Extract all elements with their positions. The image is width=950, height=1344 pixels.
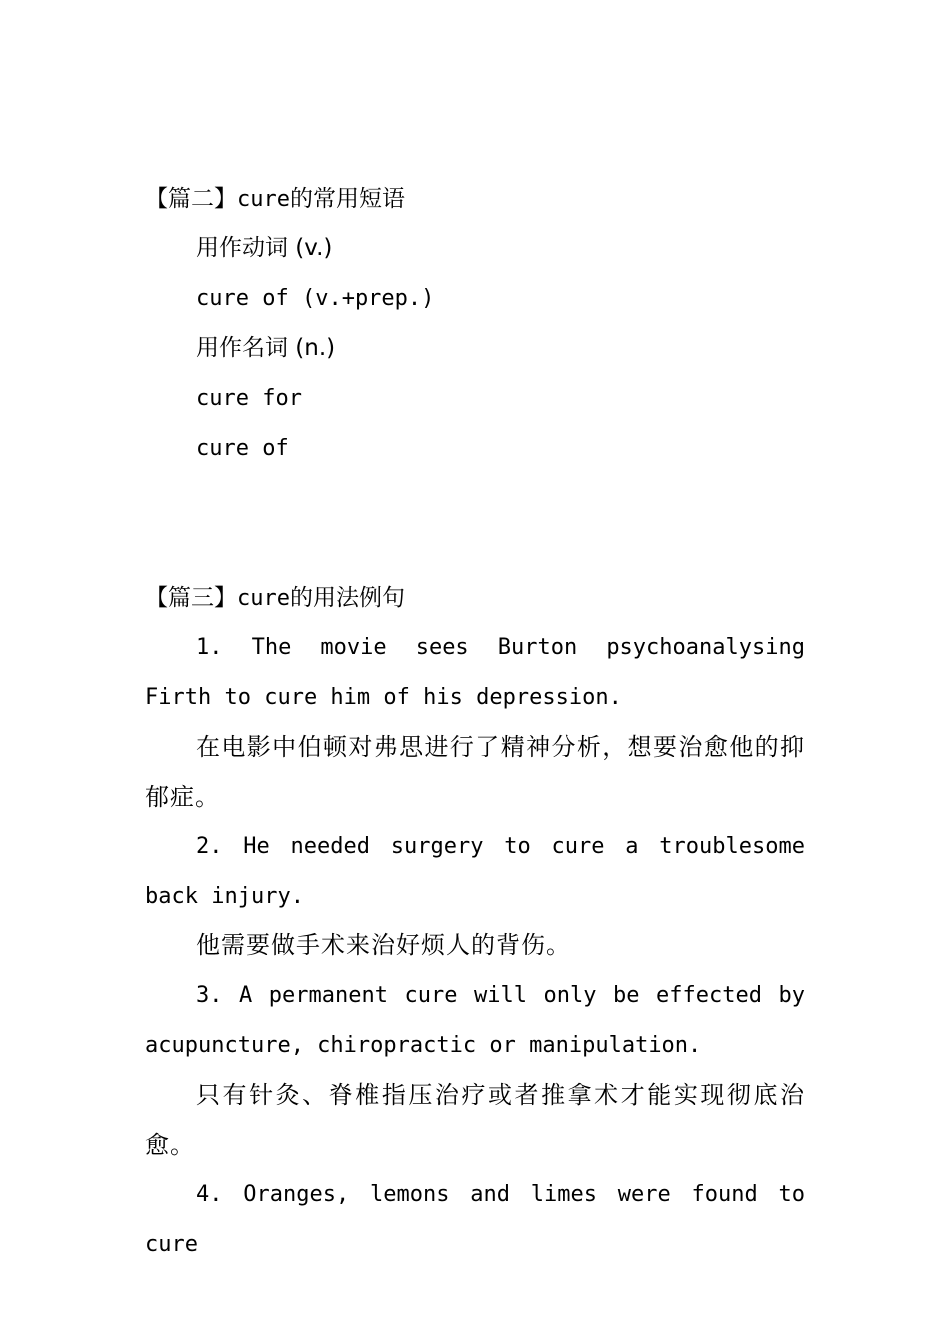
section3-heading-prefix: 【篇三】	[145, 585, 237, 611]
example-sentence-zh: 在电影中伯顿对弗思进行了精神分析，想要治愈他的抑郁症。	[145, 733, 805, 811]
phrase-line: cure for	[196, 386, 302, 411]
example-sentence-zh: 他需要做手术来治好烦人的背伤。	[196, 931, 571, 959]
phrase-line: 用作动词 (v.)	[196, 235, 333, 261]
section2-heading-word: cure	[237, 187, 290, 212]
phrase-line: 用作名词 (n.)	[196, 335, 336, 361]
section2-heading-suffix: 的常用短语	[289, 186, 405, 212]
section3-heading-word: cure	[237, 586, 290, 611]
section3-heading	[145, 583, 405, 614]
phrase-line: cure of (v.+prep.)	[196, 286, 435, 311]
phrase-line: cure of	[196, 436, 289, 461]
example-sentence-en: 2. He needed surgery to cure a troublesome back injury.	[145, 834, 805, 909]
section3-heading-suffix: 的用法例句	[289, 585, 405, 611]
example-sentence-zh: 只有针灸、脊椎指压治疗或者推拿术才能实现彻底治愈。	[145, 1081, 805, 1159]
example-sentence-en: 1. The movie sees Burton psychoanalysing Firth to cure him of his depression.	[145, 635, 805, 710]
example-sentence-en: 3. A permanent cure will only be effected by acupuncture, chiropractic or manipulation.	[145, 983, 805, 1058]
section2-heading-prefix: 【篇二】	[145, 186, 237, 212]
section2-heading	[145, 184, 405, 215]
example-sentence-en: 4. Oranges, lemons and limes were found to cure	[145, 1182, 805, 1257]
